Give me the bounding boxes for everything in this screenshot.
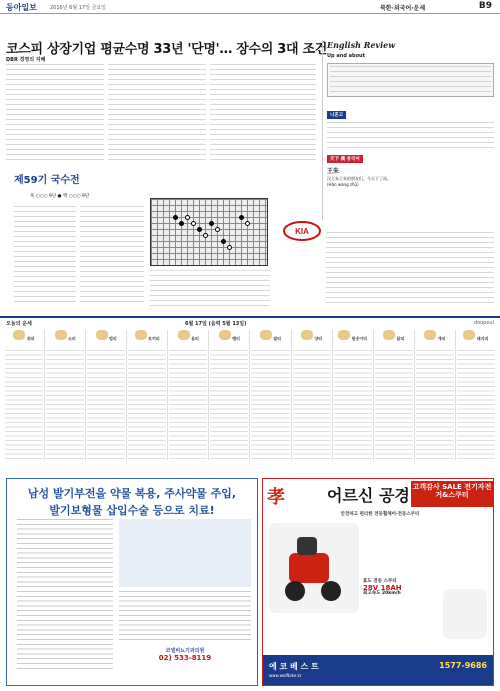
clinic-ad-image — [119, 519, 251, 587]
article-byline: DBR 경영의 지혜 — [6, 57, 46, 63]
sign-label: 소띠 — [67, 336, 76, 341]
white-stone — [215, 227, 220, 232]
rooster-icon — [383, 330, 395, 340]
horoscope-cell — [127, 330, 168, 460]
go-column-title: 제59기 국수전 — [14, 175, 80, 186]
kia-logo-icon — [282, 220, 322, 242]
go-commentary-2 — [80, 206, 144, 306]
black-stone — [197, 227, 202, 232]
sign-label: 토끼띠 — [148, 336, 160, 341]
horoscope-cell — [250, 330, 291, 460]
horoscope-cell — [333, 330, 374, 460]
scooter-ad-subtitle: 안전하고 편리한 전동휠체어·전동스쿠터 — [340, 512, 420, 517]
sign-label: 용띠 — [191, 336, 199, 341]
horoscope-cell — [292, 330, 333, 460]
white-stone — [185, 215, 190, 220]
sign-label: 뱀띠 — [232, 336, 240, 341]
spec-line-3: 최고속도 20km/h — [363, 591, 401, 596]
sign-label: 개띠 — [437, 336, 446, 341]
page-number: B9 — [478, 1, 492, 11]
english-review-box — [322, 40, 494, 220]
article-col-1 — [6, 64, 104, 160]
white-stone — [227, 245, 232, 250]
sign-label: 범띠 — [109, 336, 117, 341]
horse-icon — [260, 330, 272, 340]
scooter-image — [269, 523, 359, 613]
horoscope-cell — [456, 330, 496, 460]
black-stone — [239, 215, 244, 220]
newspaper-logo: 동아일보 — [6, 3, 37, 12]
clinic-ad — [6, 478, 258, 686]
scooter-ad-sale: 고객감사 SALE 전기자전거&스쿠터 — [411, 481, 493, 507]
article-col-3 — [210, 64, 316, 160]
horoscope-source: doopeul — [473, 320, 494, 326]
page-header — [0, 0, 500, 14]
black-stone — [209, 221, 214, 226]
section-name: 북한·외국어·운세 — [380, 5, 426, 12]
japanese-tag: 니혼고 — [327, 111, 346, 119]
pig-icon — [463, 330, 475, 340]
snake-icon — [219, 330, 231, 340]
scooter-ad — [262, 478, 494, 686]
japanese-section — [327, 101, 494, 141]
go-column-header — [14, 168, 204, 190]
go-commentary-1 — [14, 206, 76, 306]
horoscope-cell — [374, 330, 415, 460]
clinic-ad-contact — [119, 647, 251, 679]
scooter-brand: 에 코 베 스 트 — [269, 662, 319, 671]
horoscope-cell — [45, 330, 86, 460]
horoscope-grid — [4, 330, 496, 460]
horoscope-cell — [4, 330, 45, 460]
kia-brand-text: KIA — [295, 227, 309, 236]
horoscope-cell — [415, 330, 456, 460]
white-stone — [191, 221, 196, 226]
horoscope-date: 6월 17일 (음력 5월 13일) — [185, 321, 247, 327]
english-review-subtitle: Up and about — [327, 53, 365, 59]
sign-label: 쥐띠 — [26, 336, 35, 341]
scooter-ad-logo: 孝 — [267, 487, 285, 508]
article-col-2 — [108, 64, 206, 160]
scooter-phone: 1577-9686 — [439, 661, 487, 670]
dragon-icon — [178, 330, 190, 340]
sign-label: 돼지띠 — [476, 336, 489, 341]
sign-label: 양띠 — [314, 336, 323, 341]
clinic-ad-body-2 — [119, 591, 251, 641]
horoscope-header — [0, 316, 500, 328]
go-board — [150, 198, 268, 266]
scooter-spec — [363, 579, 439, 597]
horoscope-cell — [209, 330, 250, 460]
sign-label: 원숭이띠 — [351, 336, 368, 341]
kia-ad — [282, 220, 322, 242]
black-stone — [221, 239, 226, 244]
chinese-word: 王朱 — [327, 168, 340, 175]
go-players: 흑 ○○○ 9단 ● 백 ○○○ 9단 — [30, 194, 90, 199]
chinese-line-2: (Hàn wáng zhū) — [327, 182, 359, 187]
scooter-icon — [269, 523, 359, 613]
white-stone — [203, 233, 208, 238]
scooter-site: www.wolfbike.kr — [269, 673, 302, 678]
horoscope-title: 오늘의 운세 — [6, 321, 32, 327]
tiger-icon — [96, 330, 108, 340]
monkey-icon — [338, 330, 350, 340]
black-stone — [179, 221, 184, 226]
sign-label: 닭띠 — [396, 336, 405, 341]
chinese-section — [327, 145, 494, 195]
rabbit-icon — [135, 330, 147, 340]
spec-line-2: 28V 18AH — [363, 584, 402, 592]
english-dialogue — [327, 63, 494, 97]
chinese-line-1: 汉王朱王朱的朋友们。今天下了雨。 — [327, 176, 391, 181]
clinic-phone: 02) 533-8119 — [158, 654, 212, 662]
ox-icon — [55, 330, 67, 340]
spec-line-1: 효도 전동 스쿠터 — [363, 579, 397, 584]
issue-date: 2016년 6월 17일 금요일 — [50, 5, 107, 11]
dog-icon — [424, 330, 436, 340]
article-title: 코스피 상장기업 평균수명 33년 '단명'… 장수의 3대 조건 — [6, 42, 328, 57]
scooter-ad-footer — [263, 655, 493, 685]
horoscope-cell — [168, 330, 209, 460]
scooter-image-2 — [443, 589, 487, 639]
go-commentary-3 — [150, 270, 270, 306]
black-stone — [173, 215, 178, 220]
scooter-ad-title: 어르신 공경 — [327, 486, 410, 505]
clinic-ad-headline-1: 남성 발기부전을 약물 복용, 주사약물 주입, — [27, 487, 237, 500]
sheep-icon — [301, 330, 313, 340]
rat-icon — [13, 330, 25, 340]
chinese-tag: 天下 漢 중국어 — [327, 155, 363, 163]
clinic-ad-body — [17, 519, 113, 669]
clinic-name: 코넬비뇨기과의원 — [165, 648, 205, 654]
english-review-title: English Review — [327, 40, 396, 50]
clinic-ad-headline-2: 발기보형물 삽입수술 등으로 치료! — [49, 504, 215, 517]
sidebar-text — [326, 232, 494, 306]
horoscope-cell — [86, 330, 127, 460]
sign-label: 말띠 — [273, 336, 282, 341]
white-stone — [245, 221, 250, 226]
